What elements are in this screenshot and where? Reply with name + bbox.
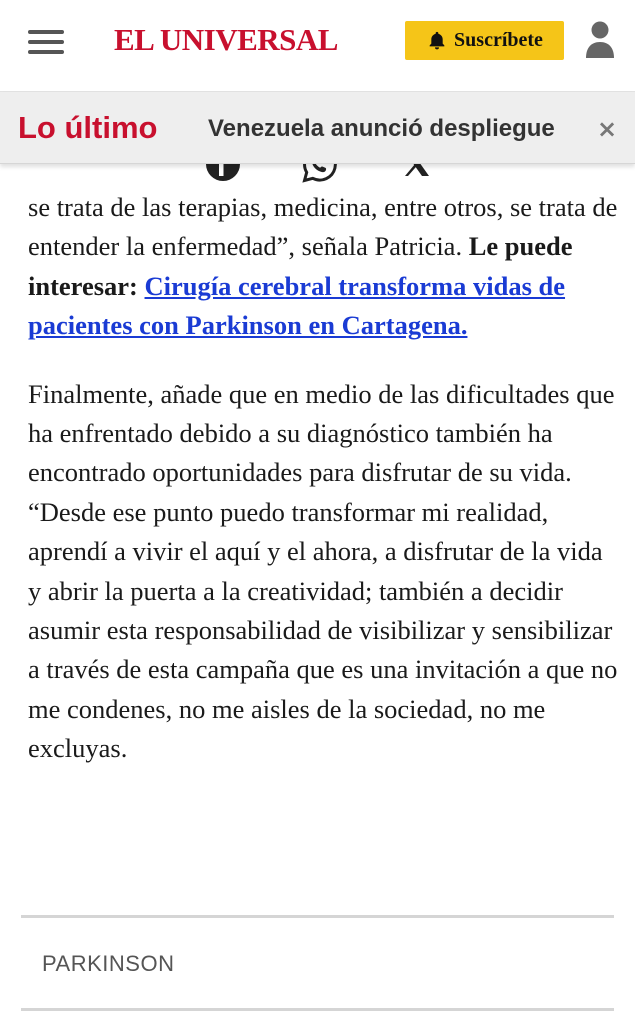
- site-header: [0, 0, 635, 92]
- article-paragraph: [28, 188, 618, 346]
- breaking-label: Lo último: [18, 110, 158, 145]
- related-lead: Le puede interesar:: [28, 231, 573, 301]
- paragraph-text: se trata de las terapias, medicina, entre otros, se trata de entender la enfermedad”, señala Patricia.: [28, 192, 618, 262]
- article-paragraph: Finalmente, añade que en medio de las dificultades que ha enfrentado debido a su diagnóstico también ha encontrado oportunidades para disfrutar de su vida. “Desde ese punto puedo transformar mi realidad, aprendí a vivir el aquí y el ahora, a disfrutar de la vida y abrir la puerta a la creatividad; también a decidir asumir esta responsabilidad de visibilizar y sensibilizar a través de esta campaña que es una invitación a que no me condenes, no me aisles de la sociedad, no me excluyas.: [28, 378, 618, 764]
- bell-icon: [426, 30, 448, 52]
- site-logo[interactable]: EL UNIVERSAL: [114, 22, 338, 57]
- article-body: [28, 188, 618, 769]
- divider: [21, 1008, 614, 1011]
- breaking-ticker[interactable]: [208, 112, 570, 146]
- menu-icon[interactable]: [28, 28, 64, 56]
- close-breaking-button[interactable]: ×: [596, 115, 618, 143]
- user-icon[interactable]: [584, 20, 616, 60]
- subscribe-label: Suscríbete: [454, 29, 543, 51]
- breaking-news-bar: [0, 92, 635, 164]
- related-article-link[interactable]: Cirugía cerebral transforma vidas de pacientes con Parkinson en Cartagena.: [28, 270, 566, 341]
- tag-parkinson[interactable]: PARKINSON: [42, 951, 175, 976]
- subscribe-button[interactable]: [405, 21, 564, 60]
- breaking-headline[interactable]: Venezuela anunció despliegue: [208, 115, 555, 142]
- divider: [21, 915, 614, 918]
